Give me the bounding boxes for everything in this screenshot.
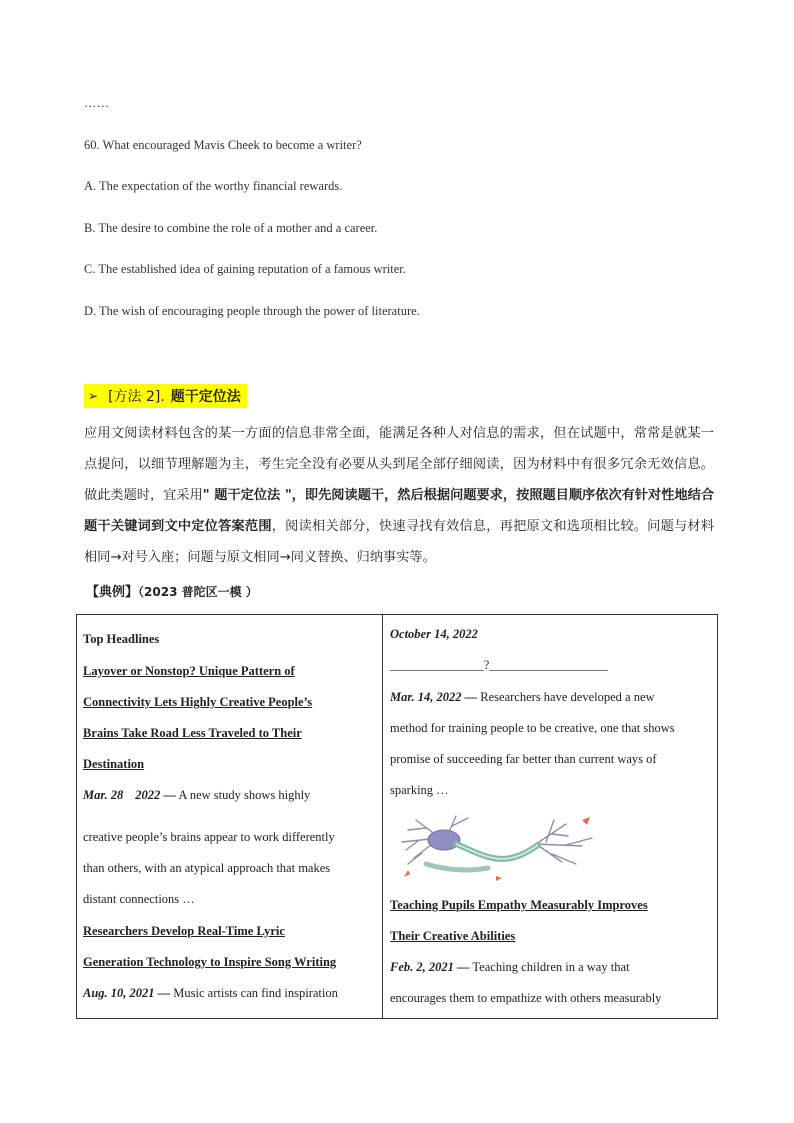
headline-1-line-3[interactable]: Brains Take Road Less Traveled to Their <box>83 726 302 740</box>
article-2-summary <box>83 986 338 1001</box>
method-title: 题干定位法 <box>170 389 241 405</box>
article-1-line-4: distant connections … <box>83 892 195 906</box>
paragraph-part-2: " 题干定位法 "，即先阅读题干，然后根据问题要求，按照题目顺序依次有针对性地结合题干关键词到文中定位答案范围 <box>84 488 715 534</box>
article-3-summary <box>390 690 655 705</box>
headline-1-line-4[interactable]: Destination <box>83 757 145 771</box>
option-c: C. The established idea of gaining reputation of a famous writer. <box>84 262 406 276</box>
headline-3-line-2[interactable]: Their Creative Abilities <box>390 929 516 943</box>
paragraph-part-1: 应用文阅读材料包含的某一方面的信息非常全面，能满足各种人对信息的需求，但在试题中，常常是就某一点提问，以细节理解题为主，考生完全没有必要从头到尾全部仔细阅读，因为材料中有很多冗余无效信息。做此类题时，宜采用 <box>84 426 714 503</box>
article-3-line-3: promise of succeeding far better than current ways of <box>390 752 657 766</box>
headline-1-line-2[interactable]: Connectivity Lets Highly Creative People’s <box>83 695 313 709</box>
article-2-date: Aug. 10, 2021 — <box>83 986 171 1000</box>
method-paragraph <box>84 418 714 573</box>
option-d: D. The wish of encouraging people through the power of literature. <box>84 304 420 318</box>
ellipsis: …… <box>84 96 109 110</box>
question-stem: 60. What encouraged Mavis Cheek to become a writer? <box>84 138 362 152</box>
article-1-line-2: creative people’s brains appear to work differently <box>83 830 335 844</box>
example-source: （2023 普陀区一模 ） <box>138 585 258 599</box>
blank-headline: _______________?___________________ <box>390 658 609 672</box>
headline-3-line-1[interactable]: Teaching Pupils Empathy Measurably Improves <box>390 898 648 912</box>
article-1-date-year: 2022 — <box>135 788 176 802</box>
article-1-date: Mar. 28 <box>83 788 124 802</box>
article-4-summary <box>390 960 629 975</box>
headline-2-line-2[interactable]: Generation Technology to Inspire Song Writing <box>83 955 337 969</box>
option-b: B. The desire to combine the role of a mother and a career. <box>84 221 378 235</box>
right-date: October 14, 2022 <box>390 627 478 641</box>
article-3-text: Researchers have developed a new <box>477 690 655 704</box>
method-heading <box>84 384 247 408</box>
example-title: 【典例】 <box>86 585 139 600</box>
article-4-date: Feb. 2, 2021 — <box>390 960 470 974</box>
article-4-line-2: encourages them to empathize with others measurably <box>390 991 662 1005</box>
article-1-summary <box>83 788 310 803</box>
article-4-text: Teaching children in a way that <box>469 960 630 974</box>
option-a: A. The expectation of the worthy financial rewards. <box>84 179 343 193</box>
article-1-text: A new study shows highly <box>175 788 311 802</box>
method-label: [方法 2]. <box>108 389 165 405</box>
paragraph-part-3: ，阅读相关部分，快速寻找有效信息，再把原文和选项相比较。问题与材料相同→对号入座；问题与原文相同→同义替换、归纳事实等。 <box>84 519 715 565</box>
top-headlines-heading: Top Headlines <box>83 632 160 646</box>
example-label <box>86 581 258 600</box>
article-1-line-3: than others, with an atypical approach that makes <box>83 861 331 875</box>
article-3-line-4: sparking … <box>390 783 449 797</box>
article-3-line-2: method for training people to be creative, one that shows <box>390 721 675 735</box>
neuron-illustration <box>396 812 598 882</box>
headline-1-line-1[interactable]: Layover or Nonstop? Unique Pattern of <box>83 664 295 678</box>
article-2-text: Music artists can find inspiration <box>170 986 338 1000</box>
headline-2-line-1[interactable]: Researchers Develop Real-Time Lyric <box>83 924 285 938</box>
article-3-date: Mar. 14, 2022 — <box>390 690 478 704</box>
arrow-icon: ➢ <box>88 389 99 403</box>
table-divider <box>382 614 383 1019</box>
